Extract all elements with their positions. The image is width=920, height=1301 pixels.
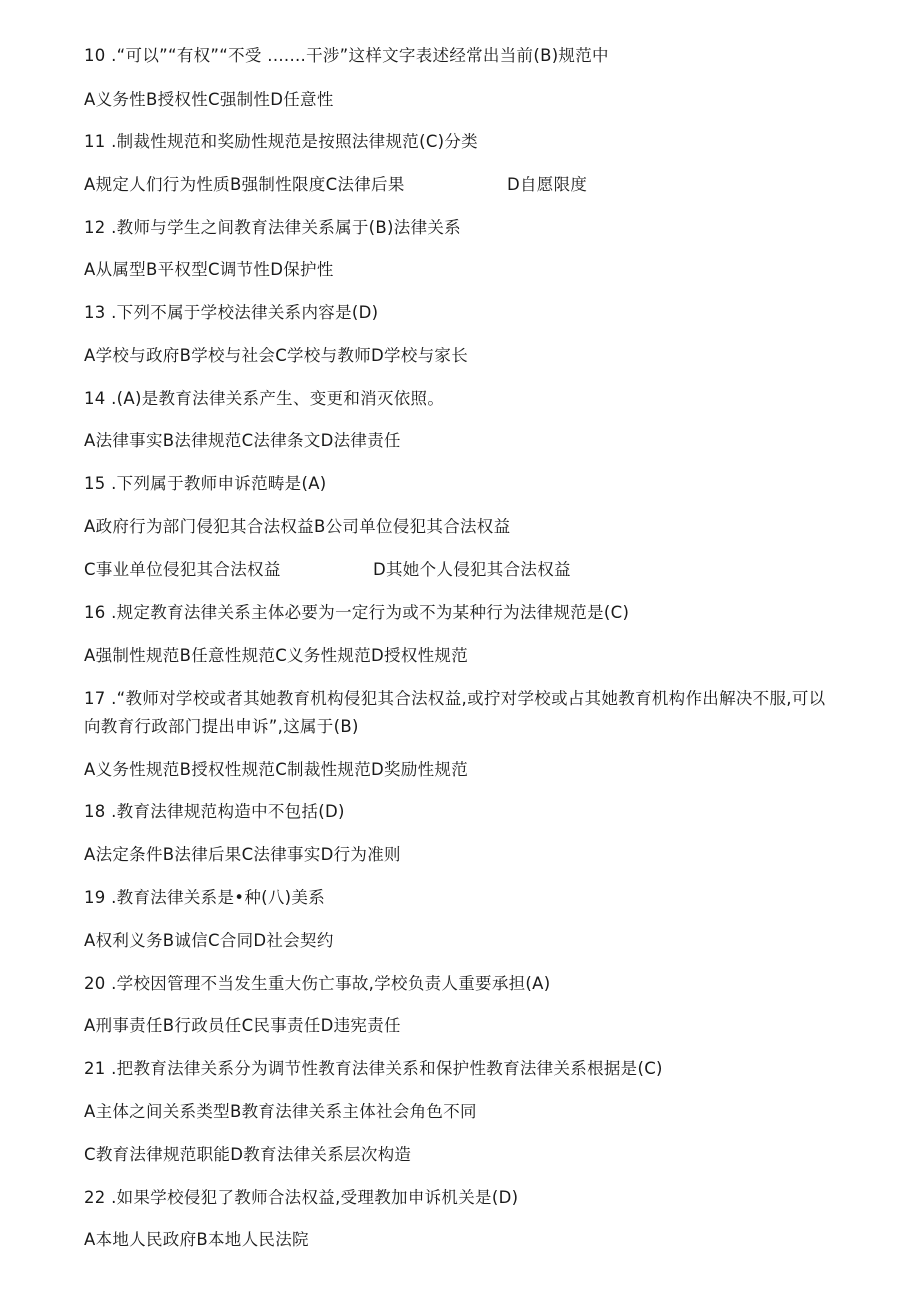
question-19: 19 .教育法律关系是•种(八)美系 — [84, 888, 325, 907]
options-16: A强制性规范B任意性规范C义务性规范D授权性规范 — [84, 646, 469, 665]
options-20: A刑事责任B行政员任C民事责任D违宪责任 — [84, 1016, 401, 1035]
question-18: 18 .教育法律规范构造中不包括(D) — [84, 802, 345, 821]
question-20: 20 .学校因管理不当发生重大伤亡事故,学校负责人重要承担(A) — [84, 974, 551, 993]
options-12: A从属型B平权型C调节性D保护性 — [84, 260, 334, 279]
question-11: 11 .制裁性规范和奖励性规范是按照法律规范(C)分类 — [84, 132, 478, 151]
question-15: 15 .下列属于教师申诉范畴是(A) — [84, 474, 327, 493]
options-15-c: C事业单位侵犯其合法权益 — [84, 560, 281, 579]
options-13: A学校与政府B学校与社会C学校与教师D学校与家长 — [84, 346, 469, 365]
options-22: A本地人民政府B本地人民法院 — [84, 1230, 309, 1249]
options-14: A法律事实B法律规范C法律条文D法律责任 — [84, 431, 401, 450]
question-21: 21 .把教育法律关系分为调节性教育法律关系和保护性教育法律关系根据是(C) — [84, 1059, 663, 1078]
question-10: 10 .“可以”“有权”“不受 .......干涉”这样文字表述经常出当前(B)规范中 — [84, 46, 609, 65]
options-15-a-b: A政府行为部门侵犯其合法权益B公司单位侵犯其合法权益 — [84, 517, 511, 536]
question-12: 12 .教师与学生之间教育法律关系属于(B)法律关系 — [84, 218, 461, 237]
question-17: 17 .“教师对学校或者其她教育机构侵犯其合法权益,或拧对学校或占其她教育机构作出解决不服,可以向教育行政部门提出申诉”,这属于(B) — [84, 689, 826, 736]
options-18: A法定条件B法律后果C法律事实D行为准则 — [84, 845, 401, 864]
question-14: 14 .(A)是教育法律关系产生、变更和消灭依照。 — [84, 389, 445, 408]
question-13: 13 .下列不属于学校法律关系内容是(D) — [84, 303, 379, 322]
options-15-d: D其她个人侵犯其合法权益 — [373, 560, 571, 579]
options-10: A义务性B授权性C强制性D任意性 — [84, 90, 334, 109]
options-17: A义务性规范B授权性规范C制裁性规范D奖励性规范 — [84, 760, 469, 779]
options-11-a-c: A规定人们行为性质B强制性限度C法律后果 — [84, 175, 405, 194]
options-21-a-b: A主体之间关系类型B教育法律关系主体社会角色不同 — [84, 1102, 477, 1121]
options-11-d: D自愿限度 — [507, 175, 588, 194]
options-21-c-d: C教育法律规范职能D教育法律关系层次构造 — [84, 1145, 412, 1164]
question-22: 22 .如果学校侵犯了教师合法权益,受理教加申诉机关是(D) — [84, 1188, 519, 1207]
options-19: A权利义务B诚信C合同D社会契约 — [84, 931, 334, 950]
question-16: 16 .规定教育法律关系主体必要为一定行为或不为某种行为法律规范是(C) — [84, 603, 630, 622]
